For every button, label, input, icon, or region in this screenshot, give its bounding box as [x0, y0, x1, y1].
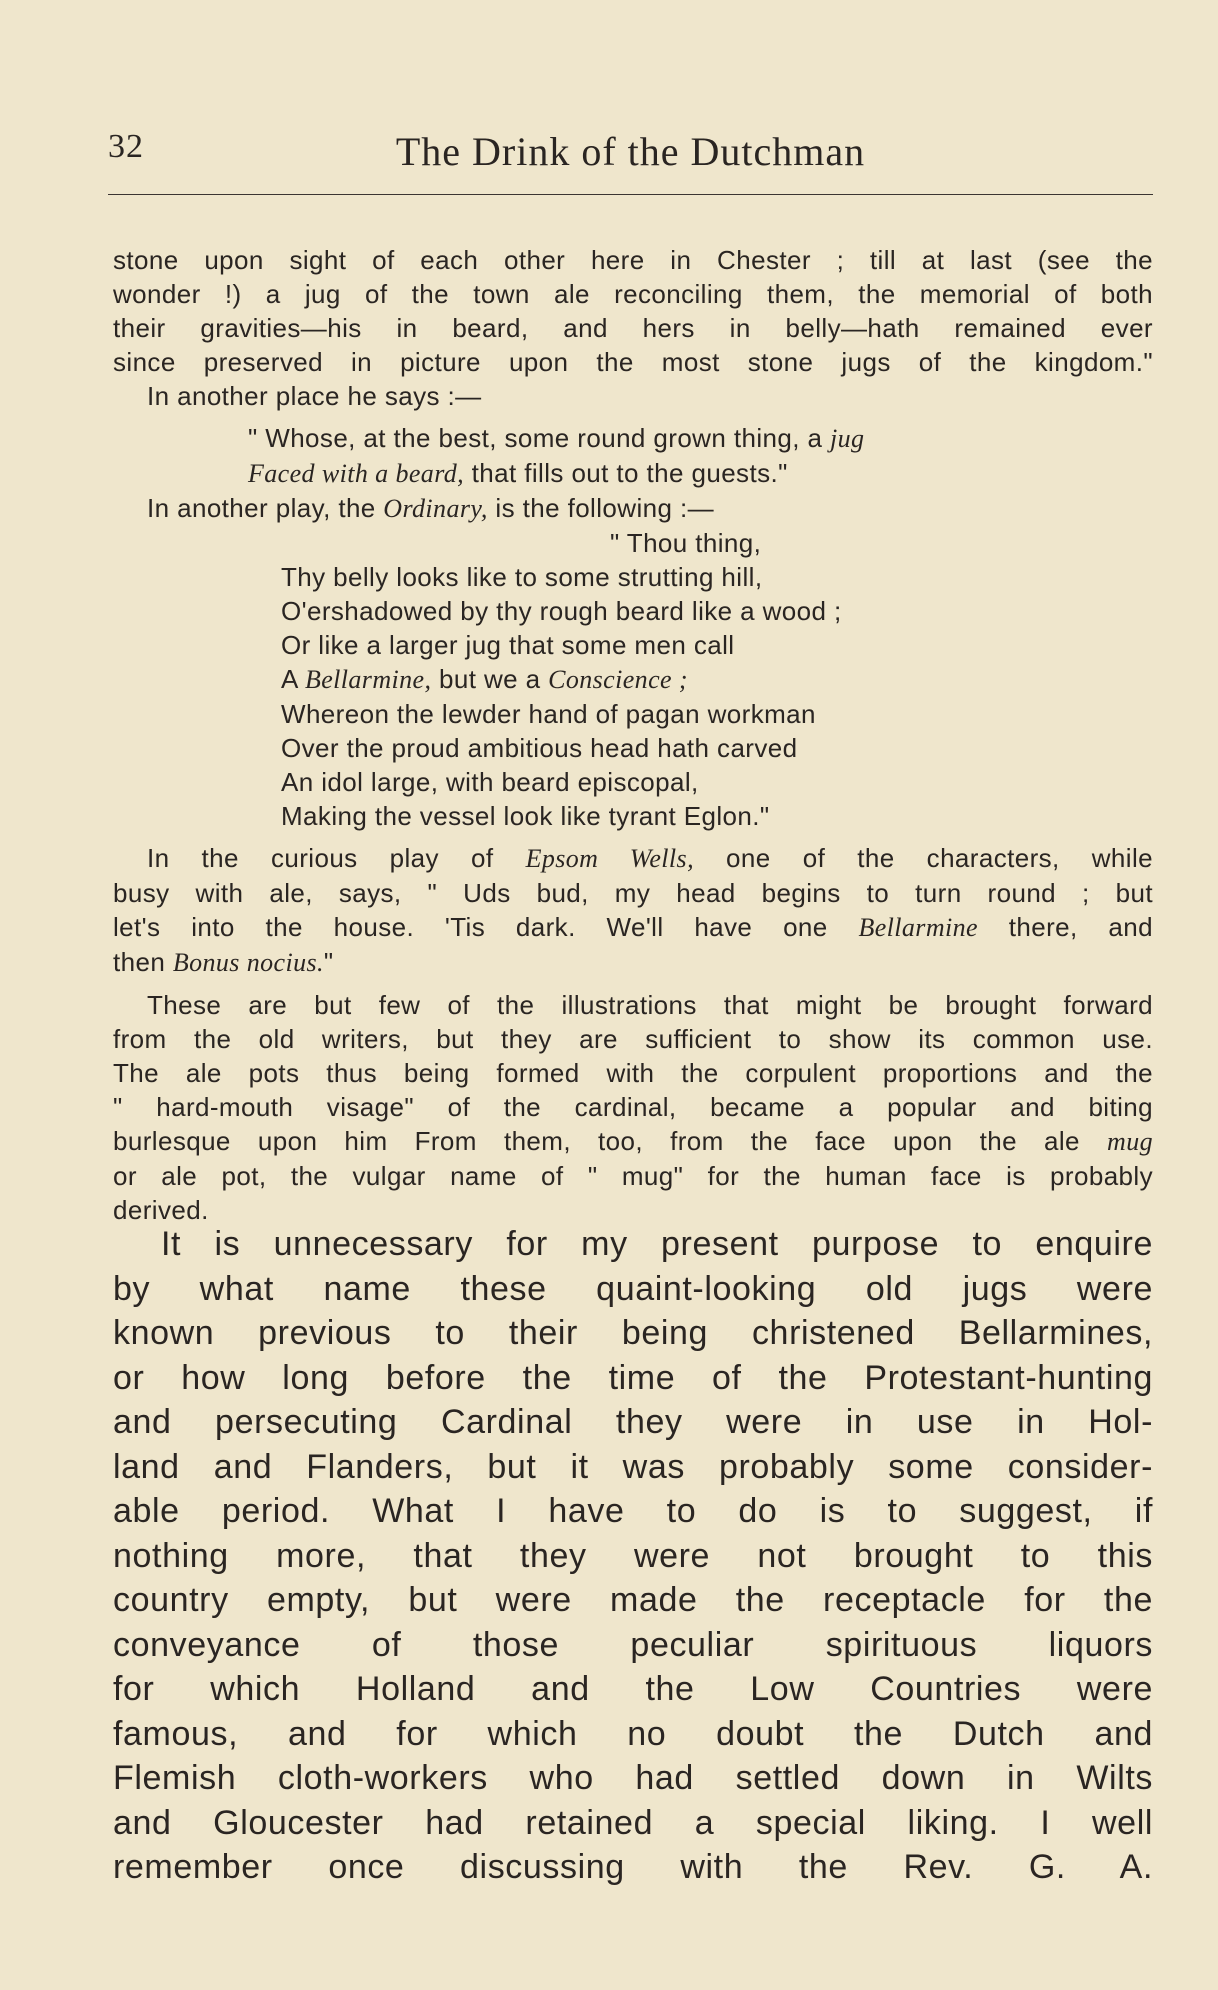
text-line: let's into the house. 'Tis dark. We'll have one Bellarmine there, and — [113, 912, 1153, 942]
text-line: burlesque upon him From them, too, from the face upon the ale mug — [113, 1126, 1153, 1156]
paragraph-line: able period. What I have to do is to suggest, if — [113, 1492, 1153, 1530]
text-line: their gravities—his in beard, and hers in belly—hath remained ever — [113, 313, 1153, 343]
paragraph-line: conveyance of those peculiar spirituous liquors — [113, 1625, 1153, 1664]
text-line: from the old writers, but they are sufficient to show its common use. — [113, 1024, 1153, 1054]
quote-line: Faced with a beard, that fills out to the guests." — [248, 458, 788, 488]
page-header — [108, 128, 1153, 178]
paragraph-line: famous, and for which no doubt the Dutch and — [113, 1714, 1153, 1753]
verse-line: O'ershadowed by thy rough beard like a wood ; — [281, 596, 842, 626]
paragraph-line: remember once discussing with the Rev. G. A. — [113, 1848, 1153, 1886]
paragraph-line: country empty, but were made the receptacle for the — [113, 1581, 1153, 1619]
paragraph-line: It is unnecessary for my present purpose to enquire — [161, 1225, 1153, 1263]
page-number: 32 — [108, 128, 144, 165]
running-title: The Drink of the Dutchman — [395, 129, 866, 174]
verse-line: Making the vessel look like tyrant Eglon." — [281, 801, 770, 831]
text-line: In another place he says :— — [147, 381, 482, 411]
text-line: wonder !) a jug of the town ale reconciling them, the memorial of both — [113, 279, 1153, 309]
verse-line: Over the proud ambitious head hath carved — [281, 733, 798, 763]
paragraph-line: known previous to their being christened Bellarmines, — [113, 1314, 1153, 1352]
paragraph-line: nothing more, that they were not brought to this — [113, 1536, 1153, 1575]
paragraph-line: and persecuting Cardinal they were in use in Hol- — [113, 1403, 1153, 1441]
verse-line: Or like a larger jug that some men call — [281, 630, 735, 660]
text-line: derived. — [113, 1195, 209, 1225]
paragraph-line: or how long before the time of the Protestant-hunting — [113, 1358, 1153, 1397]
text-line: In the curious play of Epsom Wells, one of the characters, while — [147, 843, 1153, 873]
verse-line: " Thou thing, — [610, 528, 762, 558]
header-rule — [108, 194, 1153, 195]
text-line: The ale pots thus being formed with the corpulent proportions and the — [113, 1058, 1153, 1088]
text-line: stone upon sight of each other here in Chester ; till at last (see the — [113, 245, 1153, 275]
verse-line: Whereon the lewder hand of pagan workman — [281, 699, 816, 729]
small-print-section — [113, 243, 1153, 1227]
text-line: busy with ale, says, " Uds bud, my head begins to turn round ; but — [113, 878, 1153, 908]
verse-line: A Bellarmine, but we a Conscience ; — [281, 664, 688, 694]
paragraph-line: for which Holland and the Low Countries were — [113, 1670, 1153, 1708]
paragraph-line: and Gloucester had retained a special liking. I well — [113, 1803, 1153, 1842]
main-paragraph — [113, 1222, 1153, 1890]
text-line: In another play, the Ordinary, is the following :— — [147, 493, 714, 523]
paragraph-line: Flemish cloth-workers who had settled down in Wilts — [113, 1759, 1153, 1797]
paragraph-line: by what name these quaint-looking old jugs were — [113, 1269, 1153, 1308]
quote-line: " Whose, at the best, some round grown thing, a jug — [248, 423, 865, 453]
text-line: or ale pot, the vulgar name of " mug" for the human face is probably — [113, 1161, 1153, 1191]
verse-line: Thy belly looks like to some strutting hill, — [281, 562, 763, 592]
paragraph-line: land and Flanders, but it was probably some consider- — [113, 1447, 1153, 1486]
text-line: These are but few of the illustrations that might be brought forward — [147, 990, 1153, 1020]
text-line: then Bonus nocius." — [113, 947, 334, 977]
verse-line: An idol large, with beard episcopal, — [281, 767, 699, 797]
text-line: " hard-mouth visage" of the cardinal, became a popular and biting — [113, 1092, 1153, 1122]
text-line: since preserved in picture upon the most stone jugs of the kingdom." — [113, 347, 1153, 377]
